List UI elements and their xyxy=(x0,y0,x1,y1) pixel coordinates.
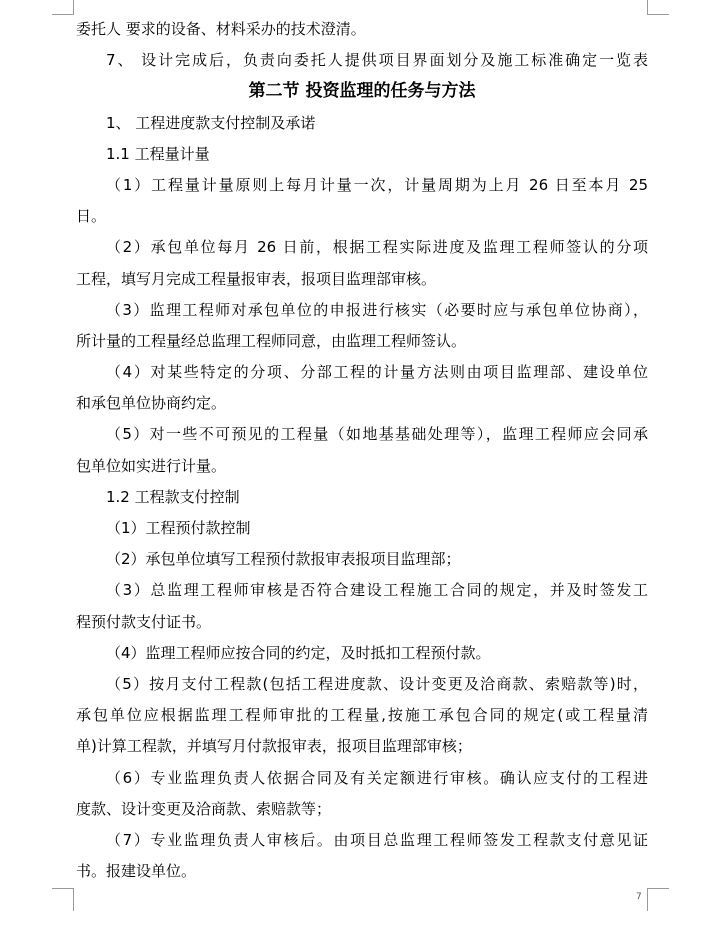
paragraph-line: （1）工程量计量原则上每月计量一次，计量周期为上月 26 日至本月 25 xyxy=(106,175,648,194)
paragraph-line: 程预付款支付证书。 xyxy=(76,612,212,631)
list-item-heading: 1、 工程进度款支付控制及承诺 xyxy=(106,113,316,132)
document-body xyxy=(76,14,648,887)
paragraph-line: 所计量的工程量经总监理工程师同意，由监理工程师签认。 xyxy=(76,331,467,350)
paragraph-line: （4）监理工程师应按合同的约定，及时抵扣工程预付款。 xyxy=(106,643,491,662)
page-number: 7 xyxy=(636,892,642,902)
paragraph-line: （3）监理工程师对承包单位的申报进行核实（必要时应与承包单位协商）， xyxy=(106,300,648,319)
paragraph-line: （3）总监理工程师审核是否符合建设工程施工合同的规定，并及时签发工 xyxy=(106,581,648,600)
paragraph-line: 7、 设计完成后，负责向委托人提供项目界面划分及施工标准确定一览表 xyxy=(106,51,648,70)
paragraph-line: （6）专业监理负责人依据合同及有关定额进行审核。确认应支付的工程进 xyxy=(106,768,648,787)
margin-marker-bottom-right xyxy=(647,888,669,911)
paragraph-line: （2）承包单位填写工程预付款报审表报项目监理部； xyxy=(106,550,461,569)
margin-marker-top-right xyxy=(647,0,669,15)
section-heading: 第二节 投资监理的任务与方法 xyxy=(248,81,476,102)
paragraph-line: 和承包单位协商约定。 xyxy=(76,394,227,413)
paragraph-line: 度款、设计变更及洽商款、索赔款等； xyxy=(76,799,332,818)
paragraph-line: 单)计算工程款，并填写月付款报审表，报项目监理部审核； xyxy=(76,737,472,756)
margin-marker-top-left xyxy=(52,0,74,15)
paragraph-line: 承包单位应根据监理工程师审批的工程量,按施工承包合同的规定(或工程量清 xyxy=(76,706,648,725)
margin-marker-bottom-left xyxy=(52,888,74,911)
paragraph-line: 日。 xyxy=(76,207,107,226)
paragraph-line: 书。报建设单位。 xyxy=(76,862,197,881)
paragraph-line: （7）专业监理负责人审核后。由项目总监理工程师签发工程款支付意见证 xyxy=(106,830,648,849)
paragraph-line: （1）工程预付款控制 xyxy=(106,519,251,537)
paragraph-line: （5）对一些不可预见的工程量（如地基基础处理等），监理工程师应会同承 xyxy=(106,425,648,444)
paragraph-line: 包单位如实进行计量。 xyxy=(76,456,227,475)
paragraph-line: 委托人 要求的设备、材料采办的技术澄清。 xyxy=(76,20,366,38)
paragraph-line: （5）按月支付工程款(包括工程进度款、设计变更及洽商款、索赔款等)时， xyxy=(106,674,648,693)
paragraph-line: （2）承包单位每月 26 日前，根据工程实际进度及监理工程师签认的分项 xyxy=(106,238,648,257)
paragraph-line: 工程，填写月完成工程量报审表，报项目监理部审核。 xyxy=(76,269,437,288)
subsection-heading: 1.1 工程量计量 xyxy=(106,144,210,163)
paragraph-line: （4）对某些特定的分项、分部工程的计量方法则由项目监理部、建设单位 xyxy=(106,363,648,382)
subsection-heading: 1.2 工程款支付控制 xyxy=(106,487,240,506)
